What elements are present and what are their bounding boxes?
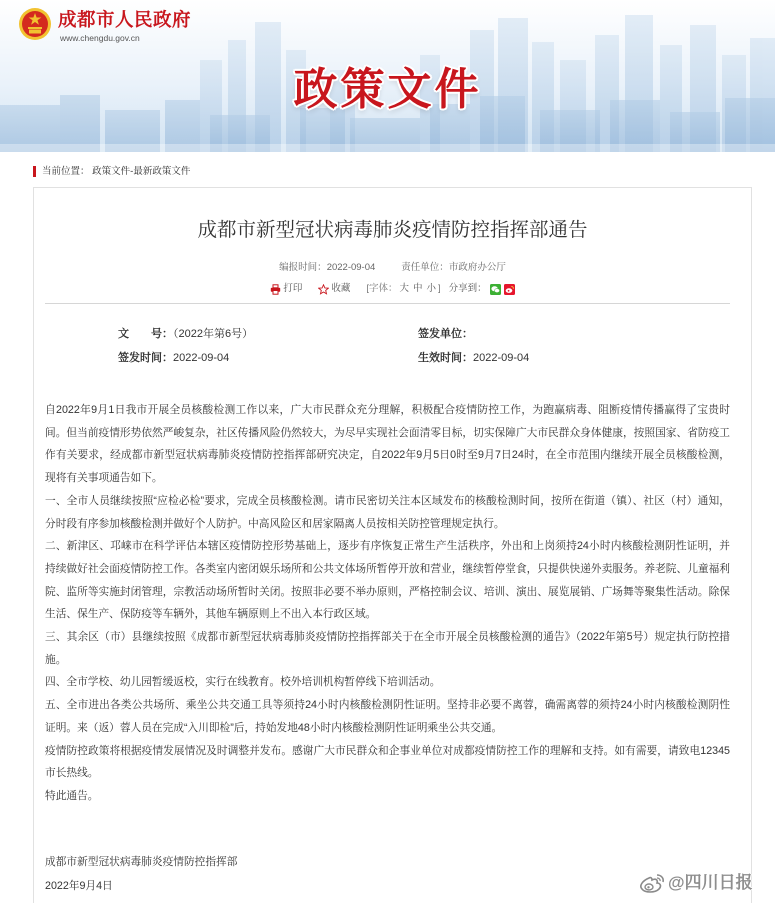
breadcrumb-label: 当前位置： [42, 166, 90, 177]
article-body [45, 399, 730, 808]
favorite-label: 收藏 [331, 283, 351, 294]
signature-date: 2022年9月4日 [45, 880, 113, 892]
print-label: 打印 [283, 283, 303, 294]
notice-paragraph: 一、全市人员继续按照“应检必检”要求，完成全员核酸检测。请市民密切关注本区域发布的核酸检测时间，按所在街道（镇）、社区（村）通知，分时段有序参加核酸检测并做好个人防护。中高风险区和居家隔离人员按相关防控管理规定执行。 [45, 494, 730, 530]
notice-paragraph: 自2022年9月1日我市开展全员核酸检测工作以来，广大市民群众充分理解，积极配合疫情防控工作，为跑赢病毒、阻断疫情传播赢得了宝贵时间。但当前疫情形势依然严峻复杂，社区传播风险仍然较大，为尽早实现社会面清零目标，切实保障广大市民群众身体健康，按照国家、省防疫工作有关要求，经成都市新型冠状病毒肺炎疫情防控指挥部研究决定，自2022年9月5日0时至9月7日24时，在全市范围内继续开展全员核酸检测，现将有关事项通告如下。 [45, 404, 730, 485]
meta-unit-label: 责任单位： [401, 262, 449, 273]
font-size-large-option[interactable]: 大 [399, 283, 409, 294]
notice-paragraph: 二、新津区、邛崃市在科学评估本辖区疫情防控形势基础上，逐步有序恢复正常生产生活秩序，外出和上岗须持24小时内核酸检测阴性证明，并持续做好社会面疫情防控工作。各类室内密闭娱乐场所和公共文体场所暂停开放和营业，继续暂停堂食，只提供快递外卖服务。养老院、儿童福利院、监所等实施封闭管理，宗教活动场所暂时关闭。按照非必要不举办原则，严格控制会议、培训、演出、展览展销、广场舞等聚集性活动。除保生活、保生产、保防疫等车辆外，其他车辆原则上不出入本行政区域。 [45, 540, 730, 621]
wechat-icon[interactable] [490, 284, 501, 295]
font-size-medium-option[interactable]: 中 [413, 283, 423, 294]
notice-paragraph: 三、其余区（市）县继续按照《成都市新型冠状病毒肺炎疫情防控指挥部关于在全市开展全员核酸检测的通告》（2022年第5号）规定执行防控措施。 [45, 631, 730, 666]
share-label: 分享到： [448, 283, 487, 294]
effective-date-value: 2022-09-04 [473, 352, 530, 364]
doc-number-value: （2022年第6号） [173, 328, 254, 340]
red-bar-icon [33, 166, 36, 177]
site-url: www.chengdu.gov.cn [60, 33, 140, 43]
weibo-icon[interactable] [504, 284, 515, 295]
issue-date-value: 2022-09-04 [173, 352, 230, 364]
breadcrumb-path-link[interactable]: 政策文件-最新政策文件 [92, 166, 191, 177]
gov-emblem-logo[interactable] [18, 7, 52, 41]
banner-title: 政策文件 [293, 65, 482, 114]
watermark [638, 872, 753, 894]
article-tools [33, 282, 752, 296]
watermark-text: @四川日报 [668, 873, 753, 892]
star-icon [318, 284, 329, 295]
issue-date-label: 签发时间： [118, 352, 173, 364]
printer-icon [270, 284, 281, 295]
meta-unit-value: 市政府办公厅 [448, 262, 506, 273]
article-meta [33, 261, 752, 275]
font-size-small-option[interactable]: 小 [426, 283, 437, 294]
site-header-banner [0, 0, 775, 152]
issuer-label: 签发单位： [418, 328, 473, 340]
meta-date-label: 编报时间： [279, 262, 327, 273]
site-name[interactable]: 成都市人民政府 [58, 11, 192, 31]
doc-number [118, 327, 253, 341]
notice-paragraph: 四、全市学校、幼儿园暂缓返校，实行在线教育。校外培训机构暂停线下培训活动。 [45, 676, 441, 689]
notice-paragraph: 特此通告。 [45, 789, 99, 802]
font-size-switcher [366, 282, 440, 296]
meta-unit [401, 261, 506, 275]
effective-date [418, 351, 529, 365]
meta-date [279, 261, 375, 275]
notice-paragraph: 疫情防控政策将根据疫情发展情况及时调整并发布。感谢广大市民群众和企事业单位对成都疫情防控工作的理解和支持。如有需要，请致电12345市长热线。 [45, 744, 730, 780]
font-size-label-close: ] [438, 283, 441, 294]
meta-date-value: 2022-09-04 [326, 262, 376, 273]
article-title: 成都市新型冠状病毒肺炎疫情防控指挥部通告 [197, 219, 588, 241]
breadcrumb [42, 165, 190, 179]
favorite-button[interactable] [318, 282, 350, 296]
title-divider [45, 303, 730, 304]
issue-date [118, 351, 229, 365]
doc-number-label: 文 号： [118, 328, 173, 340]
font-size-label-open: [字体： [366, 283, 398, 294]
notice-paragraph: 五、全市进出各类公共场所、乘坐公共交通工具等须持24小时内核酸检测阴性证明。坚持非必要不离蓉，确需离蓉的须持24小时内核酸检测阴性证明。来（返）蓉人员在完成“入川即检”后，持始发地48小时内核酸检测阴性证明乘坐公共交通。 [45, 699, 730, 734]
issuer-signature: 成都市新型冠状病毒肺炎疫情防控指挥部 [45, 856, 238, 868]
issuer [418, 327, 473, 341]
print-button[interactable] [270, 282, 302, 296]
effective-date-label: 生效时间： [418, 352, 473, 364]
weibo-logo-icon [638, 872, 666, 894]
